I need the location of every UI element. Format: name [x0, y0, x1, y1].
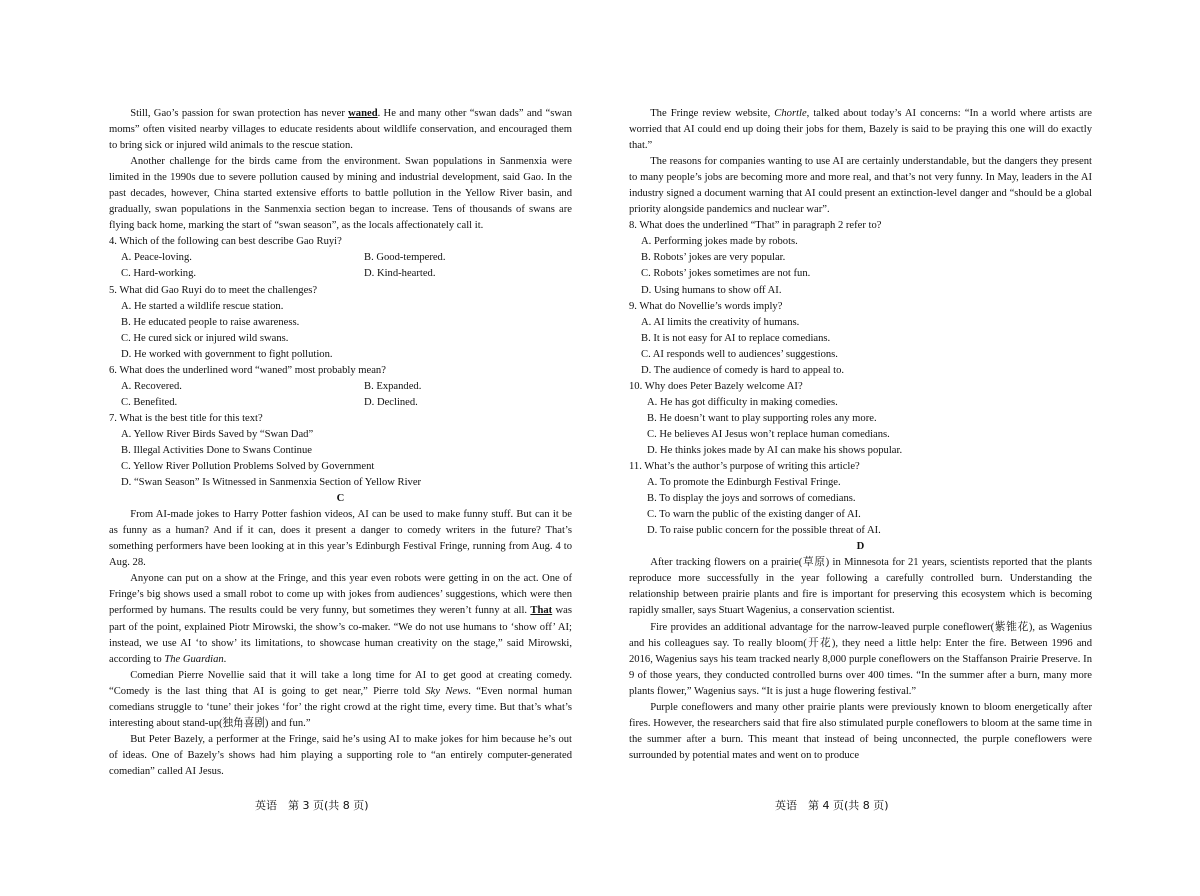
- question-6: 6. What does the underlined word “waned” most probably mean?: [109, 364, 386, 376]
- passage-c-paragraph: Comedian Pierre Novellie said that it will take a long time for AI to get good at creating comedy. “Comedy is the last thing that AI is going to get near,” Pierre told Sky News. “Even normal human comedians struggle to ‘tune’ their jokes ‘for’ the right crowd at the right time, every time. But that’s what’s interesting about stand-up(独角喜剧) and fun.”: [109, 669, 573, 729]
- passage-c-paragraph: The Fringe review website, Chortle, talked about today’s AI concerns: “In a world where artists are worried that AI could end up doing their jobs for them, Bazely is said to be praying this one will do exactly that.”: [629, 108, 1092, 152]
- passage-c-paragraph: From AI-made jokes to Harry Potter fashion videos, AI can be used to make funny stuff. But can it be as funny as a human? And if it can, does it present a danger to comedy writers in the future? That’s something performers have been looking at in this year’s Edinburgh Festival Fringe, running from Aug. 4 to Aug. 28.: [109, 509, 572, 569]
- option-c: C. Robots’ jokes sometimes are not fun.: [641, 268, 811, 280]
- underlined-word-waned: waned: [348, 108, 378, 119]
- option-c: C. He believes AI Jesus won’t replace human comedians.: [647, 428, 890, 440]
- option-d: D. To raise public concern for the possible threat of AI.: [647, 525, 881, 537]
- passage-c-paragraph: Anyone can put on a show at the Fringe, and this year even robots were getting in on the act. One of Fringe’s big shows used a small robot to come up with jokes from audiences’ suggestions, which were then performed by humans. The results could be very funny, but sometimes they weren’t funny at all. That was part of the point, explained Piotr Mirowski, the show’s co-maker. “We do not use humans to ‘show off’ AI; instead, we use AI ‘to show’ its limitations, to showcase human creativity on the stage,” said Mirowski, according to The Guardian.: [109, 573, 572, 665]
- option-a: A. Performing jokes made by robots.: [641, 236, 798, 248]
- option-a: A. To promote the Edinburgh Festival Fringe.: [647, 477, 841, 489]
- option-d: D. The audience of comedy is hard to appeal to.: [641, 364, 845, 376]
- left-column: [109, 106, 572, 780]
- page-footer-right: 英语 第 4 页(共 8 页): [775, 799, 889, 812]
- option-a: A. Peace-loving.: [121, 252, 192, 264]
- option-b: B. He doesn’t want to play supporting roles any more.: [647, 412, 877, 424]
- page-footer-left: 英语 第 3 页(共 8 页): [255, 799, 369, 812]
- option-b: B. Robots’ jokes are very popular.: [641, 252, 786, 264]
- option-c: C. To warn the public of the existing danger of AI.: [647, 509, 861, 521]
- option-b: B. To display the joys and sorrows of comedians.: [647, 493, 856, 505]
- section-heading-d: D: [856, 541, 865, 553]
- question-4-options-row: [121, 250, 572, 266]
- question-7: 7. What is the best title for this text?: [109, 412, 263, 424]
- option-c: C. He cured sick or injured wild swans.: [121, 332, 289, 344]
- option-d: D. Using humans to show off AI.: [641, 284, 782, 296]
- option-c: C. Benefited.: [121, 396, 178, 408]
- passage-b-paragraph: Still, Gao’s passion for swan protection has never waned. He and many other “swan dads” and “swan moms” often visited nearby villages to educate residents about wildlife conservation, and encouraged them to bring sick or injured wild animals to the rescue station.: [109, 108, 572, 152]
- option-d: D. “Swan Season” Is Witnessed in Sanmenxia Section of Yellow River: [121, 477, 422, 489]
- option-c: C. Hard-working.: [121, 268, 197, 280]
- underlined-word-that: That: [530, 605, 553, 617]
- option-a: A. AI limits the creativity of humans.: [641, 316, 800, 328]
- question-4-options-row: [121, 266, 572, 282]
- question-10: 10. Why does Peter Bazely welcome AI?: [629, 380, 803, 392]
- passage-b-paragraph: Another challenge for the birds came from the environment. Swan populations in Sanmenxia were limited in the 1990s due to severe pollution caused by mining and industrial development, said Gao. In the past decades, however, China started extensive efforts to battle pollution in the Yellow River basin, and gradually, swan populations in the Sanmenxia section began to increase. Tens of thousands of swans are flying back home, marking the start of “swan season”, as the locals affectionately call it.: [109, 156, 572, 232]
- option-d: D. He worked with government to fight pollution.: [121, 348, 333, 360]
- option-a: A. He started a wildlife rescue station.: [121, 300, 284, 312]
- question-4: 4. Which of the following can best describe Gao Ruyi?: [109, 236, 342, 248]
- question-6-options-row: [121, 379, 572, 395]
- question-11: 11. What’s the author’s purpose of writing this article?: [629, 461, 860, 473]
- option-d: D. Declined.: [364, 396, 418, 408]
- source-the-guardian: The Guardian: [164, 653, 224, 665]
- option-c: C. AI responds well to audiences’ suggestions.: [641, 348, 838, 360]
- question-6-options-row: [121, 395, 572, 411]
- option-a: A. Yellow River Birds Saved by “Swan Dad”: [121, 428, 314, 440]
- option-d: D. He thinks jokes made by AI can make his shows popular.: [647, 444, 903, 456]
- option-d: D. Kind-hearted.: [364, 268, 436, 280]
- option-b: B. He educated people to raise awareness.: [121, 316, 300, 328]
- option-a: A. He has got difficulty in making comedies.: [647, 396, 838, 408]
- right-column: [629, 106, 1092, 764]
- source-sky-news: Sky News: [425, 685, 469, 697]
- option-a: A. Recovered.: [121, 380, 182, 392]
- source-chortle: Chortle: [774, 108, 807, 119]
- passage-d-paragraph: After tracking flowers on a prairie(草原) in Minnesota for 21 years, scientists reported that the plants reproduce more successfully in the year following a carefully controlled burn. Understanding the relationship between prairie plants and fire is important for preserving this ecosystem which is becoming rapidly smaller, says Stuart Wagenius, a conservation scientist.: [629, 557, 1092, 617]
- passage-c-paragraph: The reasons for companies wanting to use AI are certainly understandable, but the dangers they present to many people’s jobs are becoming more and more real, and that’s not very funny. In May, leaders in the AI industry signed a document warning that AI could present an extinction-level danger and “should be a global priority alongside pandemics and nuclear war”.: [629, 156, 1092, 216]
- option-b: B. Expanded.: [364, 380, 422, 392]
- question-8: 8. What does the underlined “That” in paragraph 2 refer to?: [629, 220, 882, 232]
- section-heading-c: C: [336, 493, 345, 505]
- option-c: C. Yellow River Pollution Problems Solved by Government: [121, 461, 375, 473]
- option-b: B. It is not easy for AI to replace comedians.: [641, 332, 831, 344]
- passage-c-paragraph: But Peter Bazely, a performer at the Fringe, said he’s using AI to make jokes for him because he’s out of ideas. One of Bazely’s shows had him playing a supporting role to “an entirely computer-generated comedian” called AI Jesus.: [109, 733, 572, 777]
- passage-d-paragraph: Fire provides an additional advantage for the narrow-leaved purple coneflower(紫锥花), as Wagenius and his colleagues say. To really bloom(开花), they need a little help: Enter the fire. Between 1996 and 2016, Wagenius says his team tracked nearly 8,000 purple coneflowers on the Staffanson Prairie Preserve. In 9 of those years, they conducted controlled burns over 400 times. “In the summer after a burn, many more plants flower,” Wagenius says. “It is just a huge flowering festival.”: [629, 621, 1092, 697]
- passage-d-paragraph: Purple coneflowers and many other prairie plants were previously known to bloom energetically after fires. However, the researchers said that fire also stimulated purple coneflowers to bloom at the same time in the summer after a burn. This meant that instead of being unconnected, the purple coneflowers were surrounded by potential mates and went on to produce: [629, 701, 1092, 761]
- question-5: 5. What did Gao Ruyi do to meet the challenges?: [109, 284, 318, 296]
- option-b: B. Good-tempered.: [364, 252, 446, 264]
- question-9: 9. What do Novellie’s words imply?: [629, 300, 783, 312]
- option-b: B. Illegal Activities Done to Swans Continue: [121, 444, 312, 456]
